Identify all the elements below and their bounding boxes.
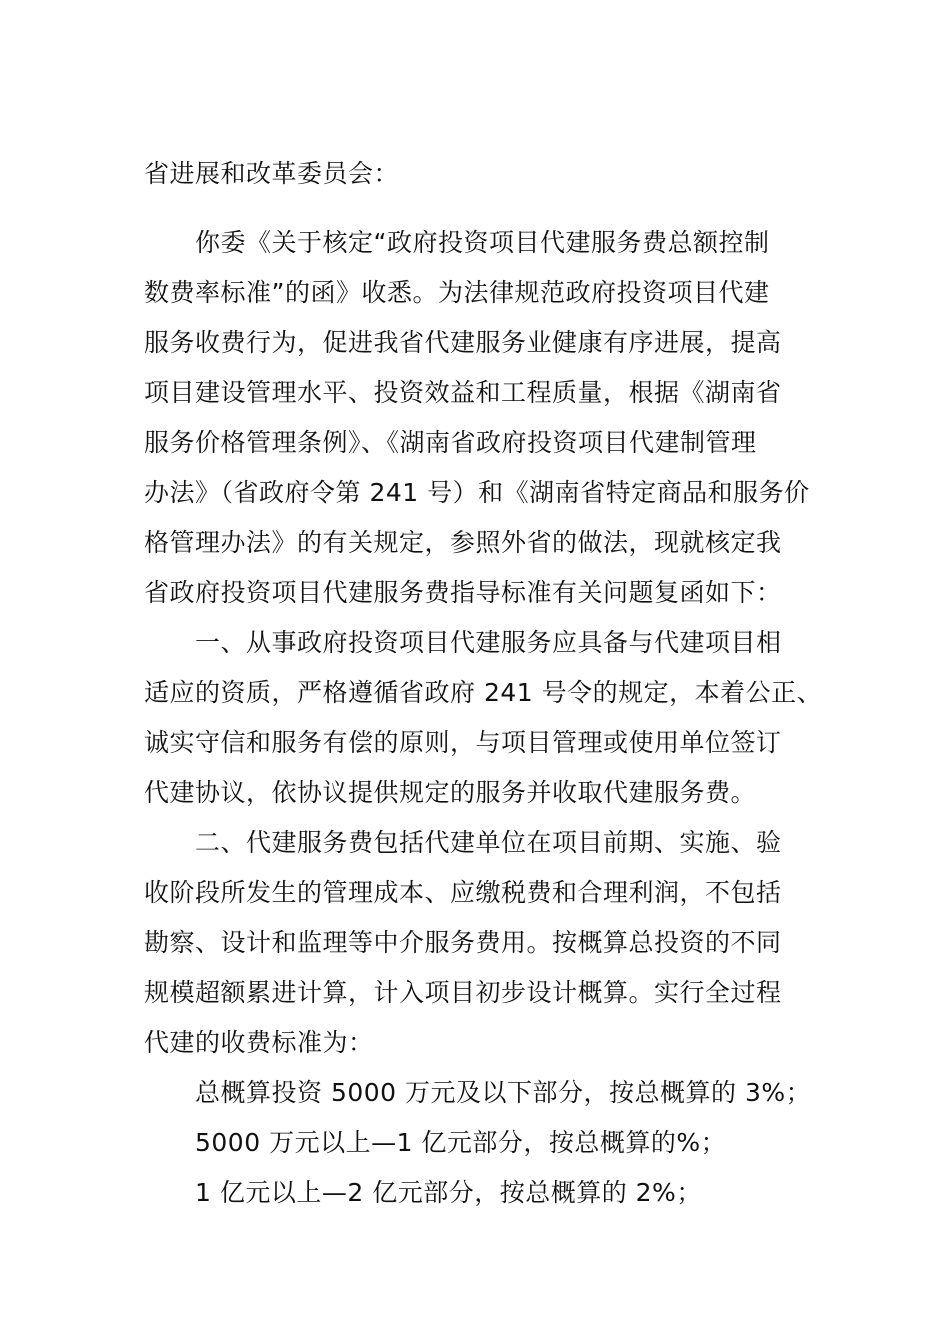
paragraph-line: 二、代建服务费包括代建单位在项目前期、实施、验: [195, 828, 782, 857]
paragraph-line: 办法》（省政府令第 241 号）和《湖南省特定商品和服务价: [144, 478, 810, 507]
fee-tier-line: 总概算投资 5000 万元及以下部分，按总概算的 3%；: [195, 1078, 812, 1107]
paragraph-line: 一、从事政府投资项目代建服务应具备与代建项目相: [195, 628, 782, 657]
paragraph-line: 代建协议，依协议提供规定的服务并收取代建服务费。: [144, 778, 757, 807]
paragraph-line: 你委《关于核定“政府投资项目代建服务费总额控制: [195, 228, 770, 257]
paragraph-line: 适应的资质，严格遵循省政府 241 号令的规定，本着公正、: [144, 678, 823, 707]
paragraph-line: 服务收费行为，促进我省代建服务业健康有序进展，提高: [144, 328, 782, 357]
paragraph-line: 规模超额累进计算，计入项目初步设计概算。实行全过程: [144, 978, 782, 1007]
paragraph-line: 格管理办法》的有关规定，参照外省的做法，现就核定我: [144, 528, 782, 557]
paragraph-line: 项目建设管理水平、投资效益和工程质量，根据《湖南省: [144, 378, 782, 407]
fee-tier-line: 5000 万元以上—1 亿元部分，按总概算的%；: [195, 1128, 727, 1157]
paragraph-line: 服务价格管理条例》、《湖南省政府投资项目代建制管理: [144, 428, 757, 457]
paragraph-line: 诚实守信和服务有偿的原则，与项目管理或使用单位签订: [144, 728, 782, 757]
fee-tier-line: 1 亿元以上—2 亿元部分，按总概算的 2%；: [195, 1178, 702, 1207]
paragraph-line: 省政府投资项目代建服务费指导标准有关问题复函如下：: [144, 578, 782, 607]
paragraph-line: 代建的收费标准为：: [144, 1028, 374, 1057]
salutation: 省进展和改革委员会：: [144, 159, 400, 188]
paragraph-line: 勘察、设计和监理等中介服务费用。按概算总投资的不同: [144, 928, 782, 957]
paragraph-line: 数费率标准”的函》收悉。为法律规范政府投资项目代建: [144, 278, 770, 307]
paragraph-line: 收阶段所发生的管理成本、应缴税费和合理利润，不包括: [144, 878, 782, 907]
